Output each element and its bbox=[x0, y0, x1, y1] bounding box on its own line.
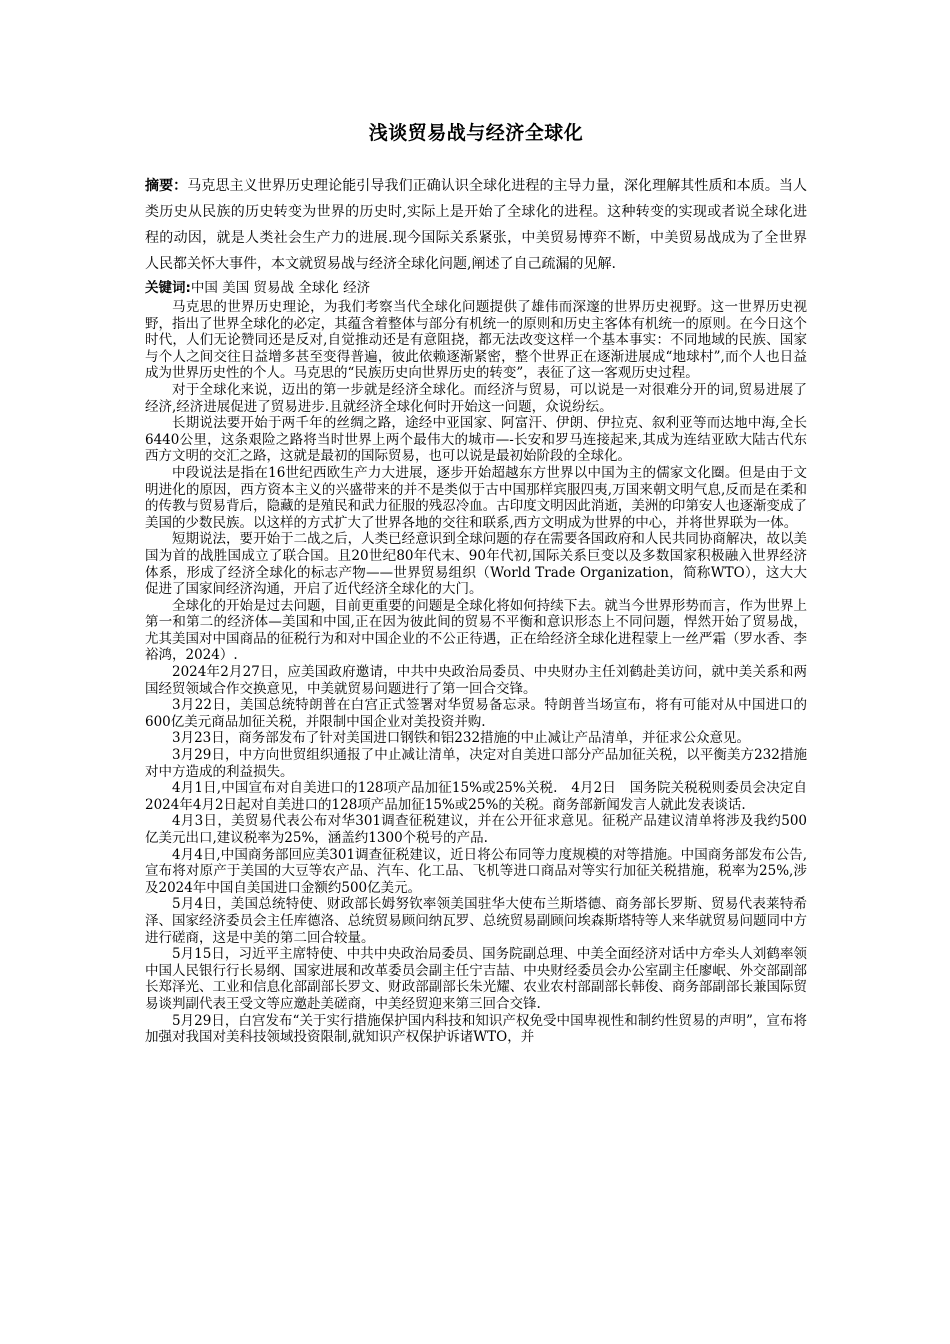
paragraph: 5月15日，习近平主席特使、中共中央政治局委员、国务院副总理、中美全面经济对话中方牵头人刘鹤率领中国人民银行行长易纲、国家进展和改革委员会副主任宁吉喆、中央财经委员会办公室副主任廖岷、外交部副部长郑泽光、工业和信息化部副部长罗文、财政部副部长朱光耀、农业农村部副部长韩俊、商务部副部长兼国际贸易谈判副代表王受文等应邀赴美磋商，中美经贸迎来第三回合交锋. bbox=[145, 946, 807, 1012]
paragraph: 4月3日，美贸易代表公布对华301调查征税建议，并在公开征求意见。征税产品建议清单将涉及我约500亿美元出口,建议税率为25%，涵盖约1300个税号的产品. bbox=[145, 813, 807, 846]
body-text bbox=[145, 299, 807, 1046]
paragraph: 对于全球化来说，迈出的第一步就是经济全球化。而经济与贸易，可以说是一对很难分开的词,贸易进展了经济,经济进展促进了贸易进步.且就经济全球化何时开始这一问题，众说纷纭。 bbox=[145, 381, 807, 415]
paragraph: 3月22日，美国总统特朗普在白宫正式签署对华贸易备忘录。特朗普当场宣布，将有可能对从中国进口的600亿美元商品加征关税，并限制中国企业对美投资并购. bbox=[145, 697, 807, 730]
paragraph: 3月29日，中方向世贸组织通报了中止减让清单，决定对自美进口部分产品加征关税，以平衡美方232措施对中方造成的利益损失。 bbox=[145, 747, 807, 780]
keywords bbox=[145, 277, 807, 299]
paragraph: 4月1日,中国宣布对自美进口的128项产品加征15%或25%关税. 4月2日 国务院关税税则委员会决定自2024年4月2日起对自美进口的128项产品加征15%或25%的关税。商务部新闻发言人就此发表谈话. bbox=[145, 780, 807, 813]
paragraph: 4月4日,中国商务部回应美301调查征税建议，近日将公布同等力度规模的对等措施。中国商务部发布公告,宣布将对原产于美国的大豆等农产品、汽车、化工品、飞机等进口商品对等实行加征关税措施，税率为25%,涉及2024年中国自美国进口金额约500亿美元。 bbox=[145, 846, 807, 896]
keywords-label: 关键词: bbox=[145, 280, 191, 296]
keywords-text: 中国 美国 贸易战 全球化 经济 bbox=[190, 280, 371, 296]
paragraph: 中段说法是指在16世纪西欧生产力大进展，逐步开始超越东方世界以中国为主的儒家文化圈。但是由于文明进化的原因，西方资本主义的兴盛带来的并不是类似于古中国那样宾服四夷,万国来朝文明气息,反而是在柔和的传教与贸易背后，隐藏的是殖民和武力征服的残忍冷血。古印度文明因此消逝，美洲的印第安人也逐渐变成了美国的少数民族。以这样的方式扩大了世界各地的交往和联系,西方文明成为世界的中心，并将世界联为一体。 bbox=[145, 464, 807, 531]
abstract-label: 摘要： bbox=[145, 178, 188, 194]
paragraph: 2024年2月27日，应美国政府邀请，中共中央政治局委员、中央财办主任刘鹤赴美访问，就中美关系和两国经贸领域合作交换意见，中美就贸易问题进行了第一回合交锋。 bbox=[145, 664, 807, 697]
paragraph: 全球化的开始是过去问题，目前更重要的问题是全球化将如何持续下去。就当今世界形势而言，作为世界上第一和第二的经济体—美国和中国,正在因为彼此间的贸易不平衡和意识形态上不同问题，悍然开始了贸易战，尤其美国对中国商品的征税行为和对中国企业的不公正待遇，正在给经济全球化进程蒙上一丝严霜（罗水香、李裕鸿，2024）. bbox=[145, 597, 807, 664]
abstract bbox=[145, 173, 807, 277]
paragraph: 5月29日，白宫发布“关于实行措施保护国内科技和知识产权免受中国卑视性和制约性贸易的声明”，宣布将加强对我国对美科技领域投资限制,就知识产权保护诉诸WTO，并 bbox=[145, 1012, 807, 1046]
abstract-text: 马克思主义世界历史理论能引导我们正确认识全球化进程的主导力量，深化理解其性质和本质。当人类历史从民族的历史转变为世界的历史时,实际上是开始了全球化的进程。这种转变的实现或者说全球化进程的动因，就是人类社会生产力的进展.现今国际关系紧张，中美贸易博弈不断，中美贸易战成为了全世界人民都关怀大事件，本文就贸易战与经济全球化问题,阐述了自己疏漏的见解. bbox=[145, 178, 808, 272]
paragraph: 3月23日，商务部发布了针对美国进口钢铁和铝232措施的中止减让产品清单，并征求公众意见。 bbox=[172, 730, 751, 747]
paragraph: 5月4日，美国总统特使、财政部长姆努钦率领美国驻华大使布兰斯塔德、商务部长罗斯、贸易代表莱特希泽、国家经济委员会主任库德洛、总统贸易顾问纳瓦罗、总统贸易副顾问埃森斯塔特等人来华就贸易问题同中方进行磋商，这是中美的第二回合较量。 bbox=[145, 896, 807, 946]
paper-title: 浅谈贸易战与经济全球化 bbox=[368, 122, 584, 144]
paragraph: 长期说法要开始于两千年的丝绸之路，途经中亚国家、阿富汗、伊朗、伊拉克、叙利亚等而达地中海,全长6440公里，这条艰险之路将当时世界上两个最伟大的城市—-长安和罗马连接起来,其成为连结亚欧大陆古代东西方文明的交汇之路，这就是最初的国际贸易，也可以说是最初始阶段的全球化。 bbox=[145, 415, 807, 465]
paragraph: 马克思的世界历史理论，为我们考察当代全球化问题提供了雄伟而深邃的世界历史视野。这一世界历史视野，指出了世界全球化的必定，其蕴含着整体与部分有机统一的原则和历史主客体有机统一的原则。在今日这个时代，人们无论赞同还是反对,自觉推动还是有意阻挠，都无法改变这样一个基本事实：不同地域的民族、国家与个人之间交往日益增多甚至变得普遍，彼此依赖逐渐紧密，整个世界正在逐渐进展成“地球村”,而个人也日益成为世界历史性的个人。马克思的“民族历史向世界历史的转变”，表征了这一客观历史过程。 bbox=[145, 299, 807, 382]
paragraph: 短期说法，要开始于二战之后，人类已经意识到全球问题的存在需要各国政府和人民共同协商解决，故以美国为首的战胜国成立了联合国。且20世纪80年代末、90年代初,国际关系巨变以及多数国家积极融入世界经济体系，形成了经济全球化的标志产物——世界贸易组织（World Trade Organization，简称WTO），这大大促进了国家间经济沟通，开启了近代经济全球化的大门。 bbox=[145, 531, 807, 598]
